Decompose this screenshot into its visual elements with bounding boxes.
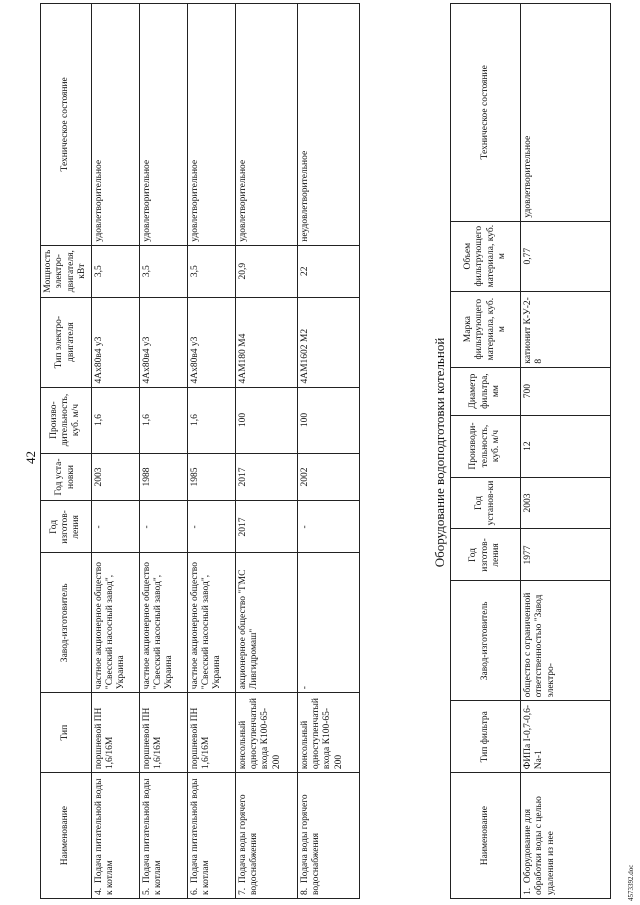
table-row	[521, 4, 611, 899]
header-condition: Техническое состояние	[41, 4, 92, 246]
cell-condition: удовлетворительное	[187, 4, 235, 246]
cell-motor-type: 4Ах80в4 у3	[139, 297, 187, 387]
cell-name: 6. Подача питательной воды к котлам	[187, 773, 235, 899]
table-row	[139, 4, 187, 899]
section-caption: Оборудование водоподготовки котельной	[432, 337, 447, 568]
cell-condition: неудовлетворительное	[297, 4, 359, 246]
table-row	[187, 4, 235, 899]
header-name: Наименование	[451, 773, 521, 899]
cell-manufacturer: общество с ограниченной ответственностью "Завод электро-	[521, 581, 611, 701]
header-capacity: Произво-дительность, куб. м/ч	[41, 387, 92, 453]
cell-condition: удовлетворительное	[91, 4, 139, 246]
pumps-table	[40, 3, 360, 899]
cell-name: 7. Подача воды горячего водоснабжения	[235, 773, 297, 899]
header-year-installed: Год установ-ки	[451, 477, 521, 529]
cell-manufacturer: частное акционерное общество "Свесский насосный завод", Украина	[91, 553, 139, 693]
cell-capacity: 1,6	[139, 387, 187, 453]
cell-filter-type: ФИПа I-0,7-0,6-Na-1	[521, 701, 611, 773]
cell-motor-type: 4Ах80в4 у3	[91, 297, 139, 387]
cell-capacity: 12	[521, 415, 611, 477]
header-filter-type: Тип фильтра	[451, 701, 521, 773]
page-number: 42	[23, 451, 38, 464]
cell-filter-volume: 0,77	[521, 221, 611, 291]
cell-year-made: -	[187, 501, 235, 553]
cell-manufacturer: частное акционерное общество "Свесский насосный завод", Украина	[187, 553, 235, 693]
cell-manufacturer: -	[297, 553, 359, 693]
table-row	[91, 4, 139, 899]
cell-year-made: 1977	[521, 529, 611, 581]
cell-type: поршневой ПН 1,6/16М	[91, 693, 139, 773]
footer-filename: 4573392.doc	[627, 864, 635, 901]
cell-type: консольный одноступенчатый входа К100-65-200	[297, 693, 359, 773]
cell-condition: удовлетворительное	[139, 4, 187, 246]
cell-year-installed: 2003	[521, 477, 611, 529]
table-row	[297, 4, 359, 899]
header-motor-type: Тип электро-двигателя	[41, 297, 92, 387]
cell-year-installed: 1985	[187, 453, 235, 501]
cell-capacity: 100	[297, 387, 359, 453]
cell-motor-type: 4АМ1602 М2	[297, 297, 359, 387]
cell-year-installed: 2017	[235, 453, 297, 501]
cell-motor-power: 3,5	[187, 245, 235, 297]
header-filter-volume: Объем фильтрующего материала, куб. м	[451, 221, 521, 291]
header-year-installed: Год уста-новки	[41, 453, 92, 501]
header-type: Тип	[41, 693, 92, 773]
cell-year-installed: 2003	[91, 453, 139, 501]
cell-name: 8. Подача воды горячего водоснабжения	[297, 773, 359, 899]
cell-type: поршневой ПН 1,6/16М	[139, 693, 187, 773]
cell-motor-power: 20,9	[235, 245, 297, 297]
cell-year-made: 2017	[235, 501, 297, 553]
cell-year-installed: 2002	[297, 453, 359, 501]
cell-manufacturer: акционерное общество "ГМС Ливгидромаш"	[235, 553, 297, 693]
header-name: Наименование	[41, 773, 92, 899]
cell-motor-type: 4Ах80в4 у3	[187, 297, 235, 387]
header-manufacturer: Завод-изготовитель	[451, 581, 521, 701]
header-condition: Техническое состояние	[451, 4, 521, 222]
header-filter-material: Марка фильтрующего материала, куб. м	[451, 291, 521, 367]
cell-year-made: -	[139, 501, 187, 553]
cell-type: консольный одноступенчатый входа К100-65-200	[235, 693, 297, 773]
header-capacity: Производи-тельность, куб. м/ч	[451, 415, 521, 477]
cell-motor-type: 4АМ180 М4	[235, 297, 297, 387]
cell-year-made: -	[91, 501, 139, 553]
cell-year-made: -	[297, 501, 359, 553]
cell-capacity: 1,6	[187, 387, 235, 453]
cell-name: 4. Подача питательной воды к котлам	[91, 773, 139, 899]
cell-year-installed: 1988	[139, 453, 187, 501]
cell-filter-material: катионит К-У-2-8	[521, 291, 611, 367]
cell-filter-diameter: 700	[521, 367, 611, 415]
header-year-made: Год изготов-ления	[451, 529, 521, 581]
water-treatment-table	[450, 3, 611, 899]
cell-motor-power: 3,5	[139, 245, 187, 297]
cell-manufacturer: частное акционерное общество "Свесский насосный завод", Украина	[139, 553, 187, 693]
cell-name: 5. Подача питательной воды к котлам	[139, 773, 187, 899]
cell-motor-power: 3,5	[91, 245, 139, 297]
cell-condition: удовлетворительное	[235, 4, 297, 246]
cell-capacity: 100	[235, 387, 297, 453]
header-filter-diameter: Диаметр фильтра, мм	[451, 367, 521, 415]
cell-type: поршневой ПН 1,6/16М	[187, 693, 235, 773]
cell-name: 1. Оборудование для обработки воды с целью удаления из нее	[521, 773, 611, 899]
cell-condition: удовлетворительное	[521, 4, 611, 222]
header-year-made: Год изготов-ления	[41, 501, 92, 553]
cell-capacity: 1,6	[91, 387, 139, 453]
table-row	[235, 4, 297, 899]
cell-motor-power: 22	[297, 245, 359, 297]
header-manufacturer: Завод-изготовитель	[41, 553, 92, 693]
header-motor-power: Мощность электро-двигателя, кВт	[41, 245, 92, 297]
